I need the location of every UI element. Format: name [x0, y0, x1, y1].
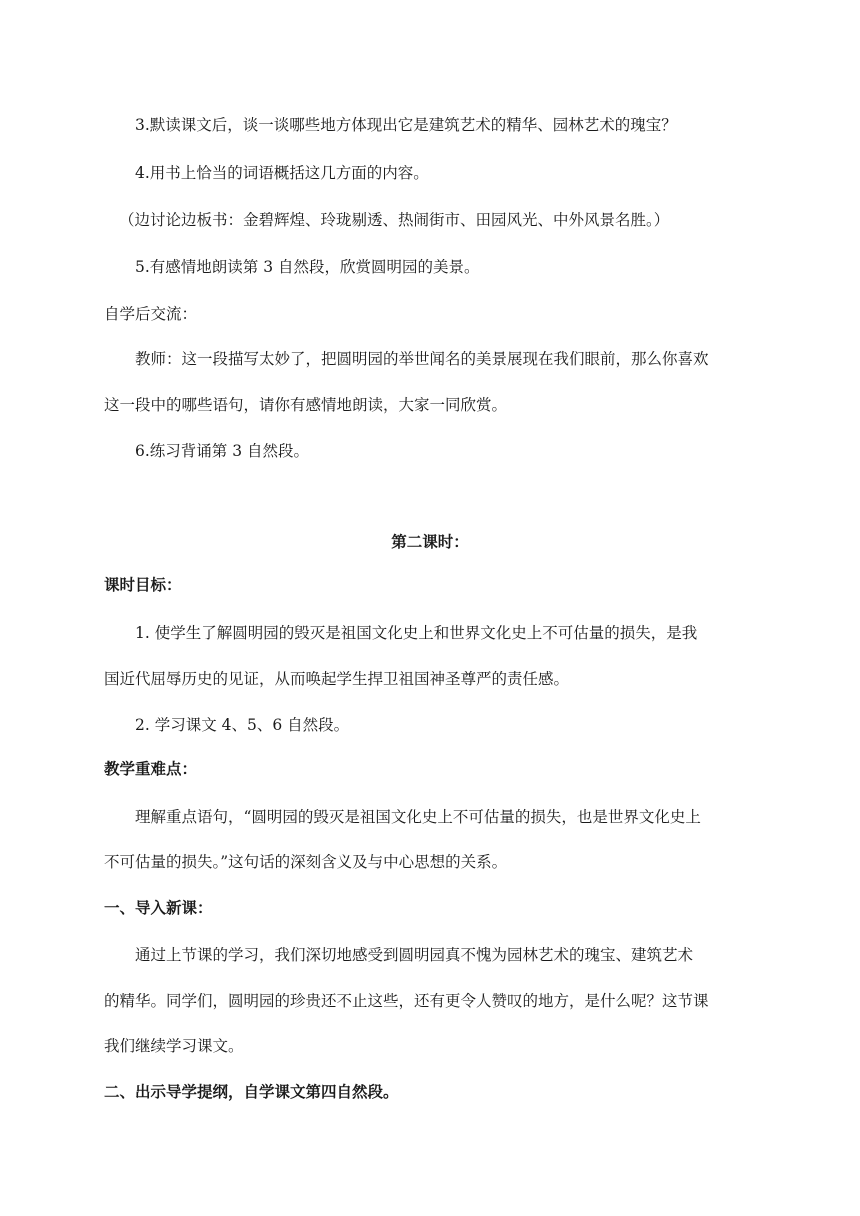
part-2-heading: 二、出示导学提纲，自学课文第四自然段。: [104, 1083, 399, 1101]
question-4: 4.用书上恰当的词语概括这几方面的内容。: [135, 164, 429, 182]
question-3: 3.默读课文后，谈一谈哪些地方体现出它是建筑艺术的精华、园林艺术的瑰宝？: [135, 116, 677, 134]
key-points-heading: 教学重难点：: [104, 760, 198, 778]
teacher-text-line-2: 这一段中的哪些语句，请你有感情地朗读，大家一同欣赏。: [104, 396, 508, 414]
goals-heading: 课时目标：: [104, 576, 182, 594]
intro-line-1: 通过上节课的学习，我们深切地感受到圆明园真不愧为园林艺术的瑰宝、建筑艺术: [135, 946, 694, 964]
section-title: 第二课时：: [391, 533, 469, 551]
goal-1-line-2: 国近代屈辱历史的见证，从而唤起学生捍卫祖国神圣尊严的责任感。: [104, 670, 570, 688]
exchange-heading: 自学后交流：: [104, 305, 198, 323]
key-points-line-1: 理解重点语句，“圆明园的毁灭是祖国文化史上不可估量的损失，也是世界文化史上: [135, 808, 701, 826]
teacher-text-line-1: 教师：这一段描写太妙了，把圆明园的举世闻名的美景展现在我们眼前，那么你喜欢: [135, 350, 709, 368]
question-6: 6.练习背诵第 3 自然段。: [135, 442, 310, 460]
board-notes: （边讨论边板书：金碧辉煌、玲珑剔透、热闹街市、田园风光、中外风景名胜。）: [119, 211, 670, 229]
goal-1-line-1: 1. 使学生了解圆明园的毁灭是祖国文化史上和世界文化史上不可估量的损失，是我: [135, 624, 698, 642]
part-1-heading: 一、导入新课：: [104, 899, 213, 917]
goal-2: 2. 学习课文 4、5、6 自然段。: [135, 716, 350, 734]
key-points-line-2: 不可估量的损失。”这句话的深刻含义及与中心思想的关系。: [104, 853, 508, 871]
intro-line-2: 的精华。同学们，圆明园的珍贵还不止这些，还有更令人赞叹的地方，是什么呢？这节课: [104, 992, 709, 1010]
question-5: 5.有感情地朗读第 3 自然段，欣赏圆明园的美景。: [135, 258, 480, 276]
intro-line-3: 我们继续学习课文。: [104, 1037, 244, 1055]
